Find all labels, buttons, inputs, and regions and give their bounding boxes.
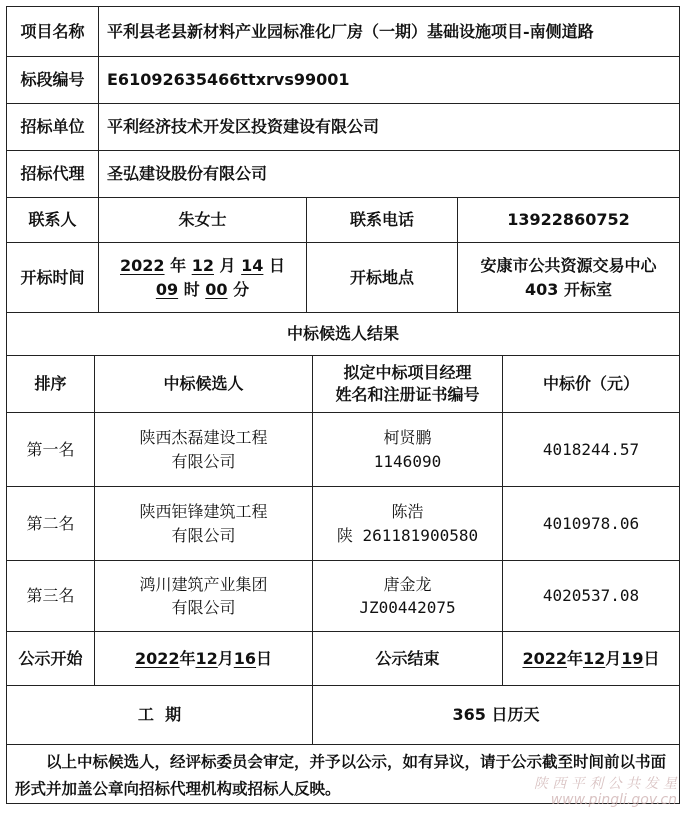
project-name-label: 项目名称	[6, 6, 99, 57]
row3-rank: 第三名	[6, 560, 95, 632]
row3-candidate: 鸿川建筑产业集团 有限公司	[94, 560, 313, 632]
opening-day: 14	[241, 256, 264, 276]
row2-manager: 陈浩 陕 261181900580	[312, 486, 503, 561]
publicity-start-value: 2022 年 12 月 16 日	[94, 631, 313, 686]
opening-date: 2022 年 12 月 14 日	[120, 256, 285, 276]
opening-place-value: 安康市公共资源交易中心 403 开标室	[457, 242, 680, 313]
row1-manager: 柯贤鹏 1146090	[312, 412, 503, 487]
row1-candidate: 陕西杰磊建设工程 有限公司	[94, 412, 313, 487]
opening-clock: 09 时 00 分	[155, 279, 250, 299]
agent-value: 圣弘建设股份有限公司	[98, 150, 680, 198]
row3-price: 4020537.08	[502, 560, 680, 632]
row2-rank: 第二名	[6, 486, 95, 561]
contact-phone-label: 联系电话	[306, 197, 458, 243]
opening-place-label: 开标地点	[306, 242, 458, 313]
row2-price: 4010978.06	[502, 486, 680, 561]
opening-time-value	[98, 242, 307, 313]
publicity-end-value: 2022 年 12 月 19 日	[502, 631, 680, 686]
tenderer-value: 平利经济技术开发区投资建设有限公司	[98, 103, 680, 151]
agent-label: 招标代理	[6, 150, 99, 198]
row3-manager: 唐金龙 JZ00442075	[312, 560, 503, 632]
project-name-value: 平利县老县新材料产业园标准化厂房（一期）基础设施项目-南侧道路	[98, 6, 680, 57]
opening-minute: 00	[205, 279, 228, 299]
header-manager: 拟定中标项目经理 姓名和注册证书编号	[312, 355, 503, 413]
opening-time-label: 开标时间	[6, 242, 99, 313]
row2-candidate: 陕西钜锋建筑工程 有限公司	[94, 486, 313, 561]
notice-text: 以上中标候选人，经评标委员会审定，并予以公示，如有异议，请于公示截至时间前以书面形式并加盖公章向招标代理机构或招标人反映。	[6, 744, 680, 804]
header-price: 中标价（元）	[502, 355, 680, 413]
row1-rank: 第一名	[6, 412, 95, 487]
publicity-start-label: 公示开始	[6, 631, 95, 686]
section-code-label: 标段编号	[6, 56, 99, 104]
opening-month: 12	[191, 256, 214, 276]
tenderer-label: 招标单位	[6, 103, 99, 151]
results-section-title: 中标候选人结果	[6, 312, 680, 356]
contact-person-label: 联系人	[6, 197, 99, 243]
watermark: 陕 西 平 利 公 共 发 星 www.pingli.gov.cn	[533, 776, 677, 808]
contact-phone-value: 13922860752	[457, 197, 680, 243]
header-candidate: 中标候选人	[94, 355, 313, 413]
duration-value: 365 日历天	[312, 685, 680, 745]
duration-label: 工 期	[6, 685, 313, 745]
publicity-end-label: 公示结束	[312, 631, 503, 686]
row1-price: 4018244.57	[502, 412, 680, 487]
opening-hour: 09	[155, 279, 179, 299]
header-rank: 排序	[6, 355, 95, 413]
section-code-value: E61092635466ttxrvs99001	[98, 56, 680, 104]
opening-year: 2022	[120, 256, 165, 276]
contact-person-value: 朱女士	[98, 197, 307, 243]
